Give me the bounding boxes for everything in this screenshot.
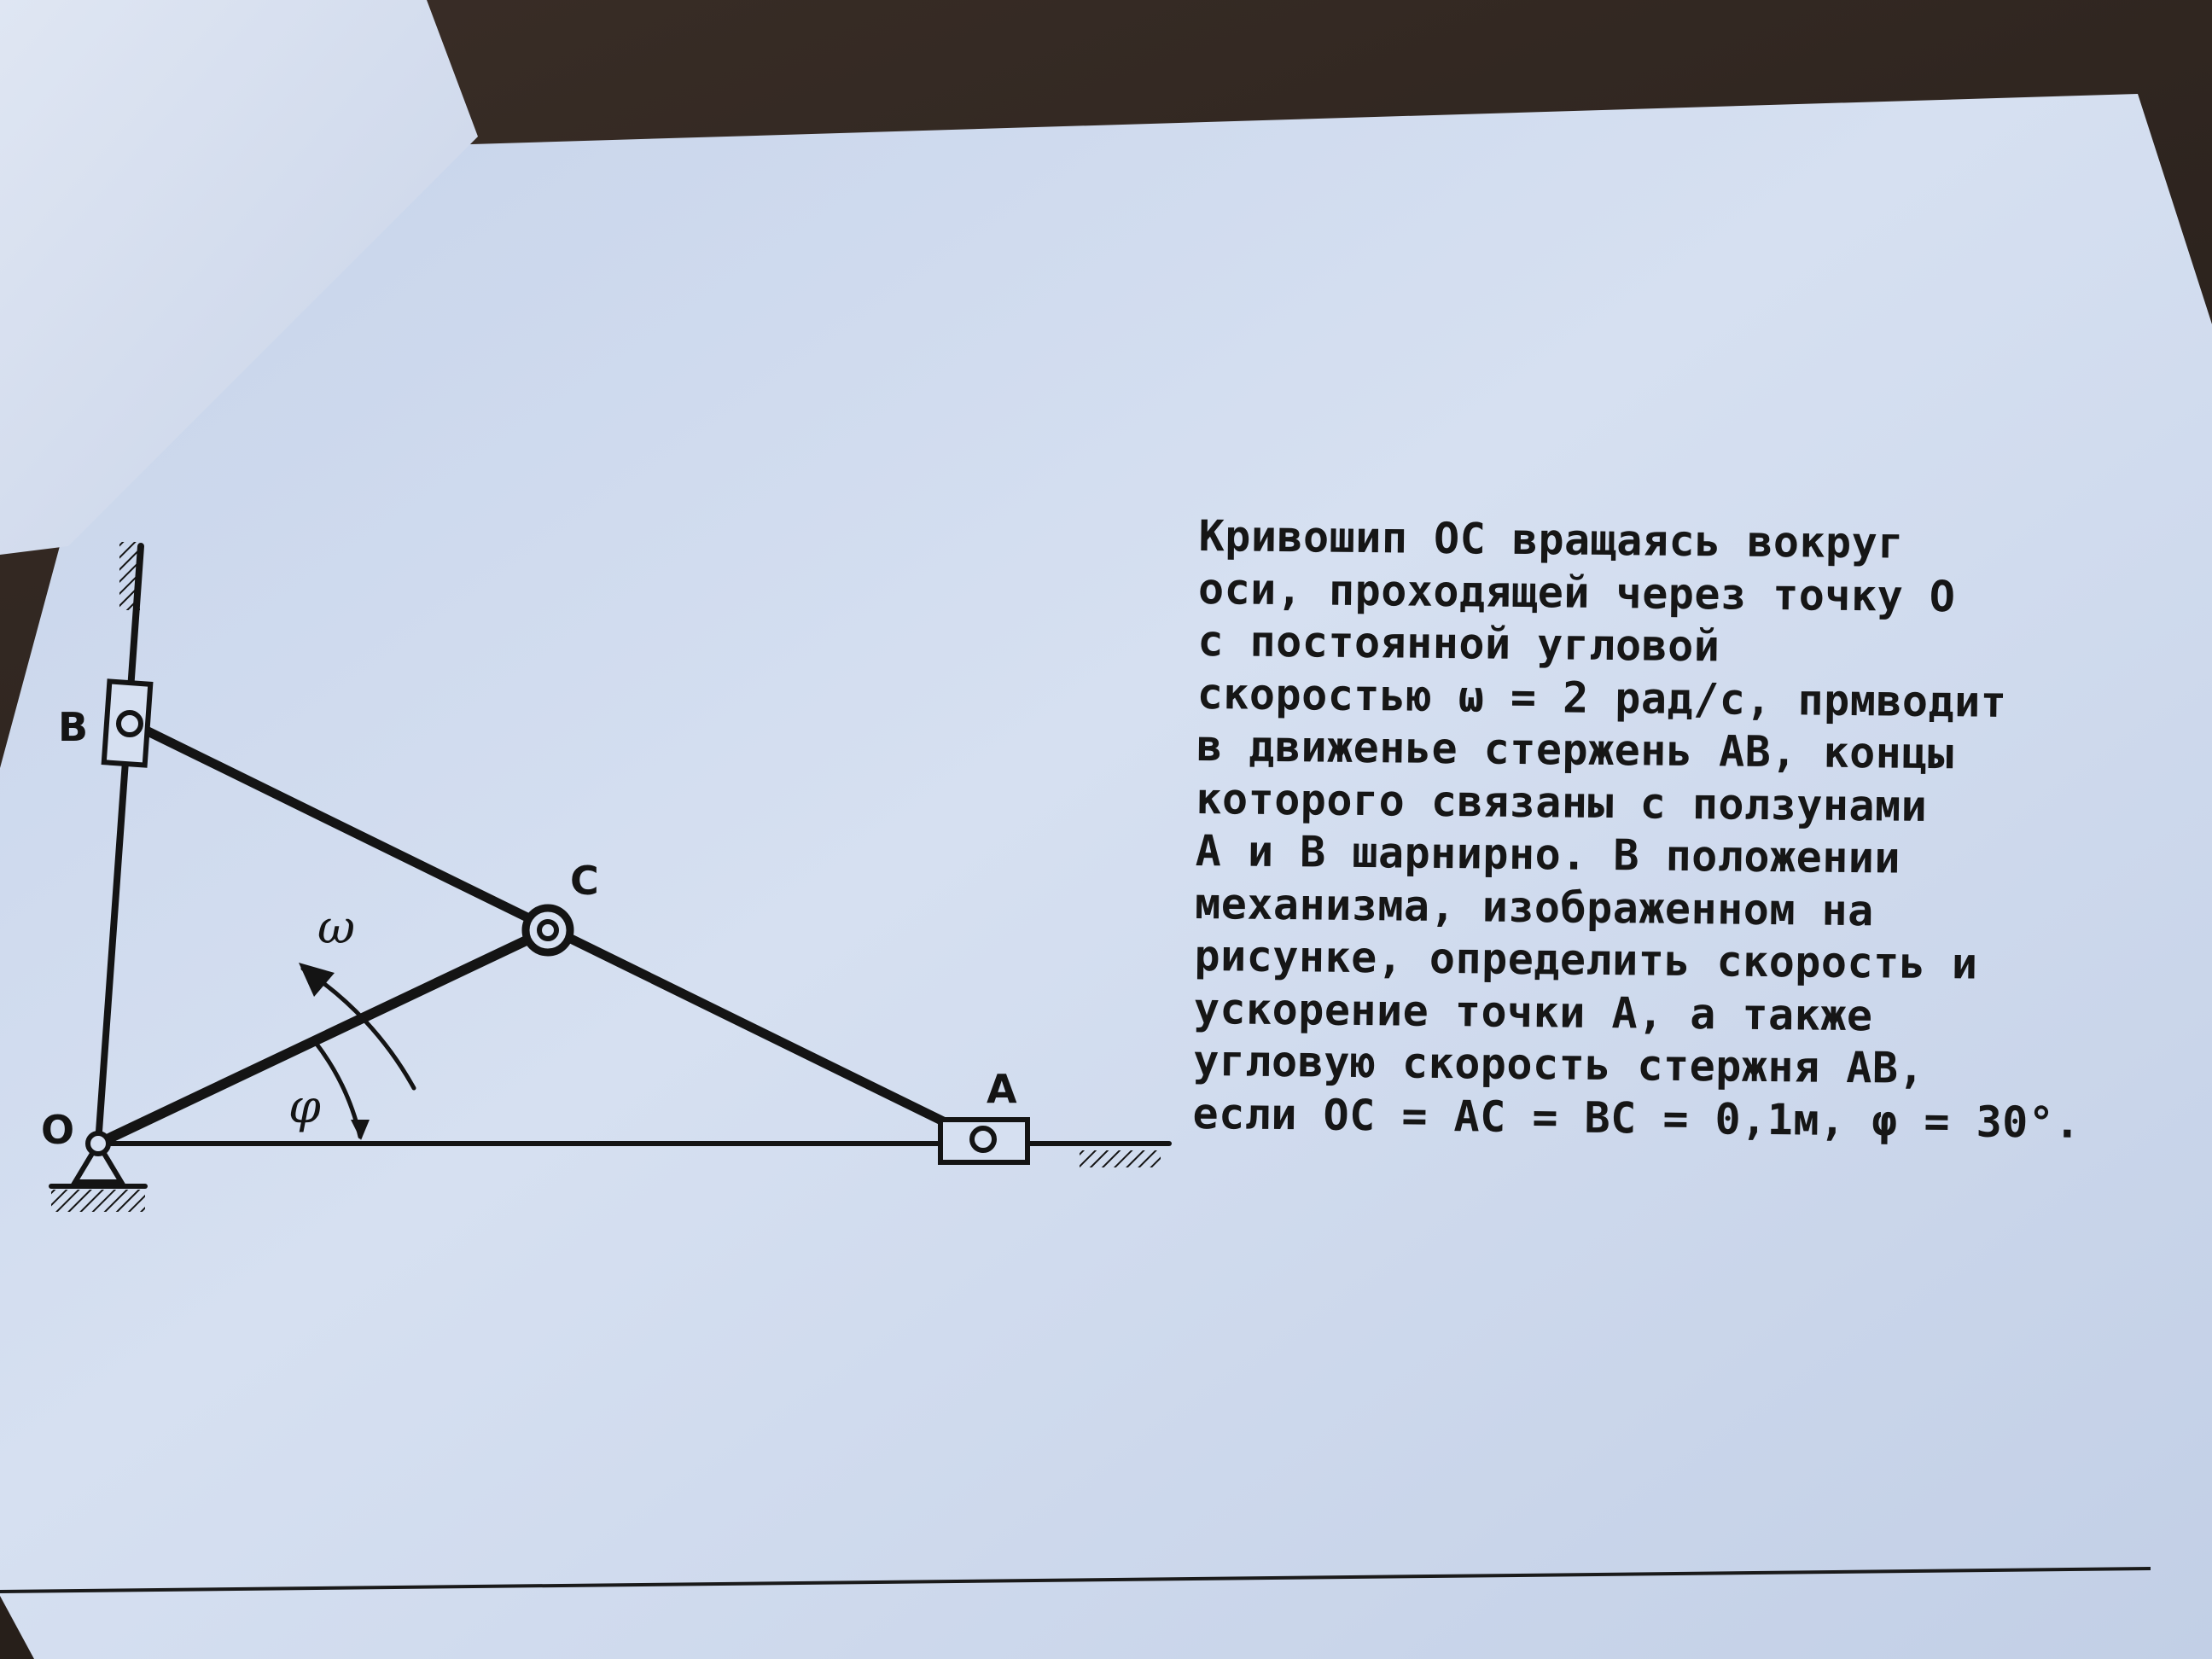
- joint-o: [88, 1133, 108, 1154]
- support-o-hatch: [51, 1190, 145, 1212]
- problem-line: скоростью ω = 2 рад/с, прмводит: [1196, 668, 2007, 727]
- problem-line: угловую скорость стержня АВ,: [1192, 1035, 1925, 1093]
- problem-line: А и В шарнирно. В положении: [1195, 825, 1901, 883]
- problem-line: ускорение точки А, а также: [1193, 983, 1873, 1040]
- label-o: O: [41, 1107, 75, 1153]
- problem-line: если ОС = АС = ВС = 0,1м, φ = 30°.: [1192, 1088, 2081, 1148]
- problem-line: механизма, изображенном на: [1194, 878, 1875, 935]
- problem-line: в движенье стержень АВ, концы: [1196, 720, 1954, 779]
- label-phi: φ: [288, 1080, 321, 1133]
- joint-b: [119, 713, 141, 735]
- problem-line: рисунке, определить скорость и: [1194, 930, 1978, 989]
- label-b: B: [58, 704, 89, 750]
- problem-line: Кривошип ОС вращаясь вокруг: [1198, 510, 1905, 568]
- joint-c-inner: [539, 922, 556, 939]
- joint-a: [972, 1128, 994, 1150]
- label-c: C: [570, 858, 599, 904]
- problem-line: оси, проходящей через точку О: [1197, 563, 1956, 621]
- problem-line: с постоянной угловой: [1197, 615, 1720, 672]
- label-omega: ω: [317, 900, 356, 954]
- top-wall-hatch: [119, 542, 140, 610]
- label-a: A: [987, 1066, 1017, 1112]
- right-ground-hatch: [1080, 1150, 1161, 1167]
- problem-line: которого связаны с ползунами: [1196, 773, 1928, 831]
- problem-statement: [1192, 510, 2095, 1150]
